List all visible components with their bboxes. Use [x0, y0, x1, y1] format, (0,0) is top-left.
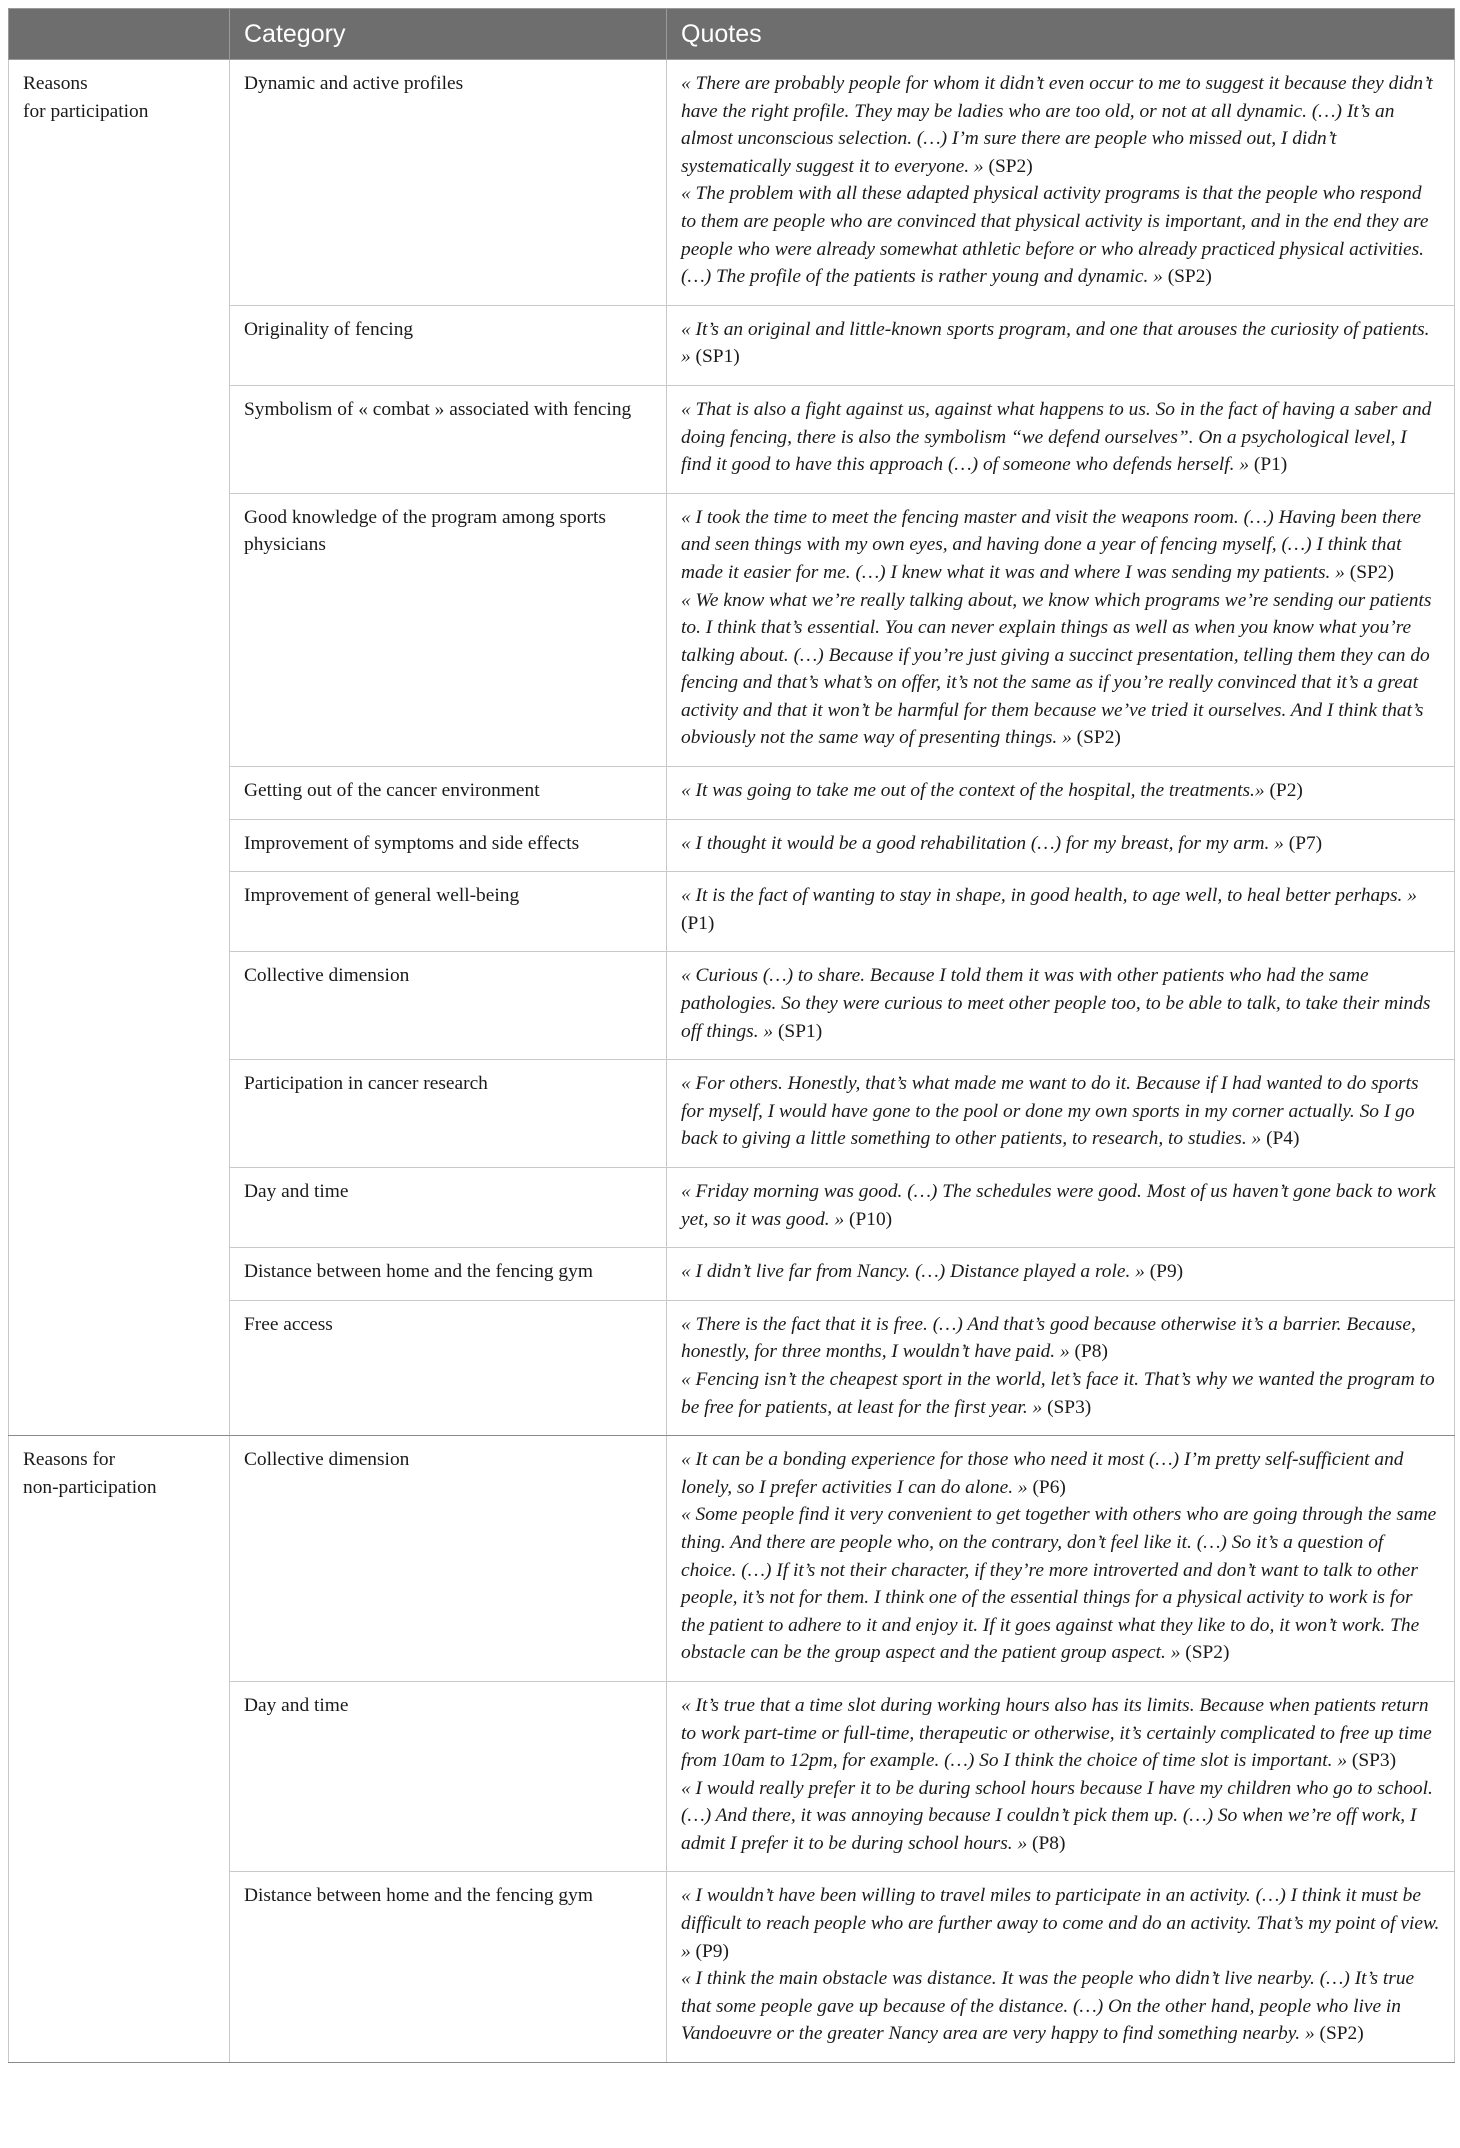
category-cell: Day and time: [230, 1681, 667, 1872]
participant-code: (P1): [1249, 454, 1288, 476]
quote: [681, 1070, 1440, 1153]
participant-code: (P9): [1144, 1261, 1184, 1283]
group-label-line: Reasons for: [23, 1449, 116, 1471]
quote-text: « I took the time to meet the fencing master and visit the weapons room. (…) Having been there and seen things with my own eyes, and having done a year of fencing myself, (…) I think that made it easier for me. (…) I knew what it was and where I was sending my patients. »: [681, 506, 1422, 583]
quote-text: « Fencing isn’t the cheapest sport in the world, let’s face it. That’s why we wanted the program to be free for patients, at least for the first year. »: [681, 1368, 1435, 1418]
category-cell: Day and time: [230, 1168, 667, 1248]
quote: [681, 1882, 1440, 1965]
quote: [681, 70, 1440, 180]
participant-code: (SP2): [1314, 2023, 1364, 2045]
quotes-cell: [667, 1168, 1455, 1248]
category-cell: Improvement of general well-being: [230, 872, 667, 952]
participant-code: (P2): [1264, 780, 1303, 802]
participant-code: (P10): [844, 1208, 893, 1230]
participant-code: (P1): [681, 912, 715, 934]
quotes-table: [8, 8, 1455, 2063]
quote-text: « The problem with all these adapted physical activity programs is that the people who respond to them are people who are convinced that physical activity is important, and in the end they are people who were already somewhat athletic before or who already practiced physical activities. (…) The profile of the patients is rather young and dynamic. »: [681, 183, 1429, 288]
quote-text: « Friday morning was good. (…) The schedules were good. Most of us haven’t gone back to work yet, so it was good. »: [681, 1181, 1436, 1230]
quotes-cell: [667, 1436, 1455, 1682]
participant-code: (SP3): [1347, 1750, 1397, 1772]
participant-code: (SP2): [1180, 1642, 1230, 1664]
quote: [681, 1692, 1440, 1775]
quote: [681, 396, 1440, 479]
category-cell: Getting out of the cancer environment: [230, 767, 667, 820]
participant-code: (P4): [1261, 1128, 1300, 1150]
quote-text: « It’s an original and little-known sports program, and one that arouses the curiosity of patients. »: [681, 318, 1430, 368]
quote: [681, 1775, 1440, 1858]
group-label: [9, 1436, 230, 2063]
quote-text: « We know what we’re really talking about, we know which programs we’re sending our patients to. I think that’s essential. You can never explain things as well as when you know what you’re talking about. (…) Because if you’re just giving a succinct presentation, telling them they can do fencing and that’s what’s on offer, it’s not the same as if you’re really convinced that it’s a great activity and that it won’t be harmful for them because we’ve tried it ourselves. And I think that’s obviously not the same way of presenting things. »: [681, 589, 1432, 749]
quote-text: « That is also a fight against us, against what happens to us. So in the fact of having a saber and doing fencing, there is also the symbolism “we defend ourselves”. On a psychological level, I find it good to have this approach (…) of someone who defends herself. »: [681, 398, 1432, 476]
category-cell: Originality of fencing: [230, 305, 667, 385]
category-cell: Distance between home and the fencing gym: [230, 1248, 667, 1301]
quotes-cell: [667, 60, 1455, 306]
quote-text: « It was going to take me out of the context of the hospital, the treatments.»: [681, 780, 1265, 802]
quotes-cell: [667, 1681, 1455, 1872]
quote-text: « Some people find it very convenient to get together with others who are going through the same thing. And there are people who, on the contrary, don’t feel like it. (…) So it’s a question of choice. (…) If it’s not their character, if they’re more introverted and don’t want to talk to other people, it’s not for them. I think one of the essential things for a physical activity to work is for the patient to adhere to it and enjoy it. If it goes against what they like to do, it won’t work. The obstacle can be the group aspect and the patient group aspect. »: [681, 1504, 1437, 1664]
group-label-line: non-participation: [23, 1476, 157, 1498]
quotes-cell: [667, 1060, 1455, 1168]
quote: [681, 316, 1440, 371]
quote-text: « I would really prefer it to be during school hours because I have my children who go to school. (…) And there, it was annoying because I couldn’t pick them up. (…) So when we’re off work, I admit I prefer it to be during school hours. »: [681, 1777, 1433, 1854]
group-label-line: Reasons: [23, 73, 88, 94]
category-cell: Participation in cancer research: [230, 1060, 667, 1168]
quotes-cell: [667, 767, 1455, 820]
participant-code: (SP2): [1344, 561, 1394, 583]
quote: [681, 882, 1440, 937]
quote: [681, 962, 1440, 1045]
quotes-cell: [667, 1872, 1455, 2063]
header-quotes: Quotes: [667, 9, 1455, 60]
quotes-cell: [667, 1248, 1455, 1301]
category-cell: Collective dimension: [230, 952, 667, 1060]
quote: [681, 1178, 1440, 1233]
quote-text: « I thought it would be a good rehabilitation (…) for my breast, for my arm. »: [681, 832, 1284, 854]
category-cell: Distance between home and the fencing gym: [230, 1872, 667, 2063]
quotes-cell: [667, 872, 1455, 952]
participant-code: (P8): [1069, 1341, 1108, 1363]
category-cell: Free access: [230, 1300, 667, 1435]
quote-text: « I think the main obstacle was distance. It was the people who didn’t live nearby. (…) It’s true that some people gave up because of the distance. (…) On the other hand, people who live in Vandoeuvre or the greater Nancy area are very happy to find something nearby. »: [681, 1968, 1415, 2045]
header-row: [9, 9, 1455, 60]
category-cell: Collective dimension: [230, 1436, 667, 1682]
header-category: Category: [230, 9, 667, 60]
category-cell: Symbolism of « combat » associated with fencing: [230, 385, 667, 493]
quote: [681, 1311, 1440, 1366]
quote: [681, 1366, 1440, 1421]
category-cell: Improvement of symptoms and side effects: [230, 819, 667, 872]
quotes-cell: [667, 819, 1455, 872]
group-label: [9, 60, 230, 1436]
quote-text: « For others. Honestly, that’s what made me want to do it. Because if I had wanted to do sports for myself, I would have gone to the pool or done my own sports in my corner actually. So I go back to giving a little something to other patients, to research, to studies. »: [681, 1073, 1419, 1150]
quote-text: « Curious (…) to share. Because I told them it was with other patients who had the same pathologies. So they were curious to meet other people too, to be able to talk, to take their minds off things. »: [681, 965, 1431, 1042]
quotes-cell: [667, 1300, 1455, 1435]
quote: [681, 830, 1440, 858]
table-body: [9, 60, 1455, 2063]
quote-text: « It is the fact of wanting to stay in shape, in good health, to age well, to heal better perhaps. »: [681, 885, 1417, 907]
category-cell: Good knowledge of the program among sports physicians: [230, 493, 667, 766]
quotes-cell: [667, 952, 1455, 1060]
group-label-line: for participation: [23, 100, 149, 122]
header-blank: [9, 9, 230, 60]
quote: [681, 1258, 1440, 1286]
quotes-cell: [667, 493, 1455, 766]
quote: [681, 1446, 1440, 1501]
participant-code: (P6): [1027, 1476, 1066, 1498]
quote-text: « It can be a bonding experience for those who need it most (…) I’m pretty self-sufficient and lonely, so I prefer activities I can do alone. »: [681, 1449, 1404, 1498]
participant-code: (SP1): [773, 1020, 823, 1042]
quote: [681, 504, 1440, 587]
participant-code: (P7): [1283, 832, 1323, 854]
quote: [681, 587, 1440, 753]
quote-text: « I wouldn’t have been willing to travel miles to participate in an activity. (…) I think it must be difficult to reach people who are further away to come and do an activity. That’s my point of view. »: [681, 1885, 1440, 1962]
participant-code: (P8): [1027, 1832, 1066, 1854]
quote-text: « There is the fact that it is free. (…) And that’s good because otherwise it’s a barrier. Because, honestly, for three months, I wouldn’t have paid. »: [681, 1313, 1416, 1363]
participant-code: (SP1): [690, 346, 740, 368]
quote: [681, 180, 1440, 290]
table-row: [9, 60, 1455, 306]
category-cell: Dynamic and active profiles: [230, 60, 667, 306]
participant-code: (SP2): [983, 155, 1033, 177]
quotes-cell: [667, 385, 1455, 493]
quotes-cell: [667, 305, 1455, 385]
quote: [681, 1501, 1440, 1667]
quote: [681, 1965, 1440, 2048]
quote-text: « There are probably people for whom it didn’t even occur to me to suggest it because they didn’t have the right profile. They may be ladies who are too old, or not at all dynamic. (…) It’s an almost unconscious selection. (…) I’m sure there are people who missed out, I didn’t systematically suggest it to everyone. »: [681, 73, 1433, 177]
quote: [681, 777, 1440, 805]
quote-text: « I didn’t live far from Nancy. (…) Distance played a role. »: [681, 1261, 1145, 1283]
table-row: [9, 1436, 1455, 1682]
participant-code: (SP2): [1071, 727, 1121, 749]
participant-code: (SP2): [1162, 266, 1212, 288]
participant-code: (SP3): [1042, 1396, 1092, 1418]
participant-code: (P9): [690, 1940, 729, 1962]
quote-text: « It’s true that a time slot during working hours also has its limits. Because when patients return to work part-time or full-time, therapeutic or otherwise, it’s certainly complicated to free up time from 10am to 12pm, for example. (…) So I think the choice of time slot is important. »: [681, 1694, 1432, 1772]
